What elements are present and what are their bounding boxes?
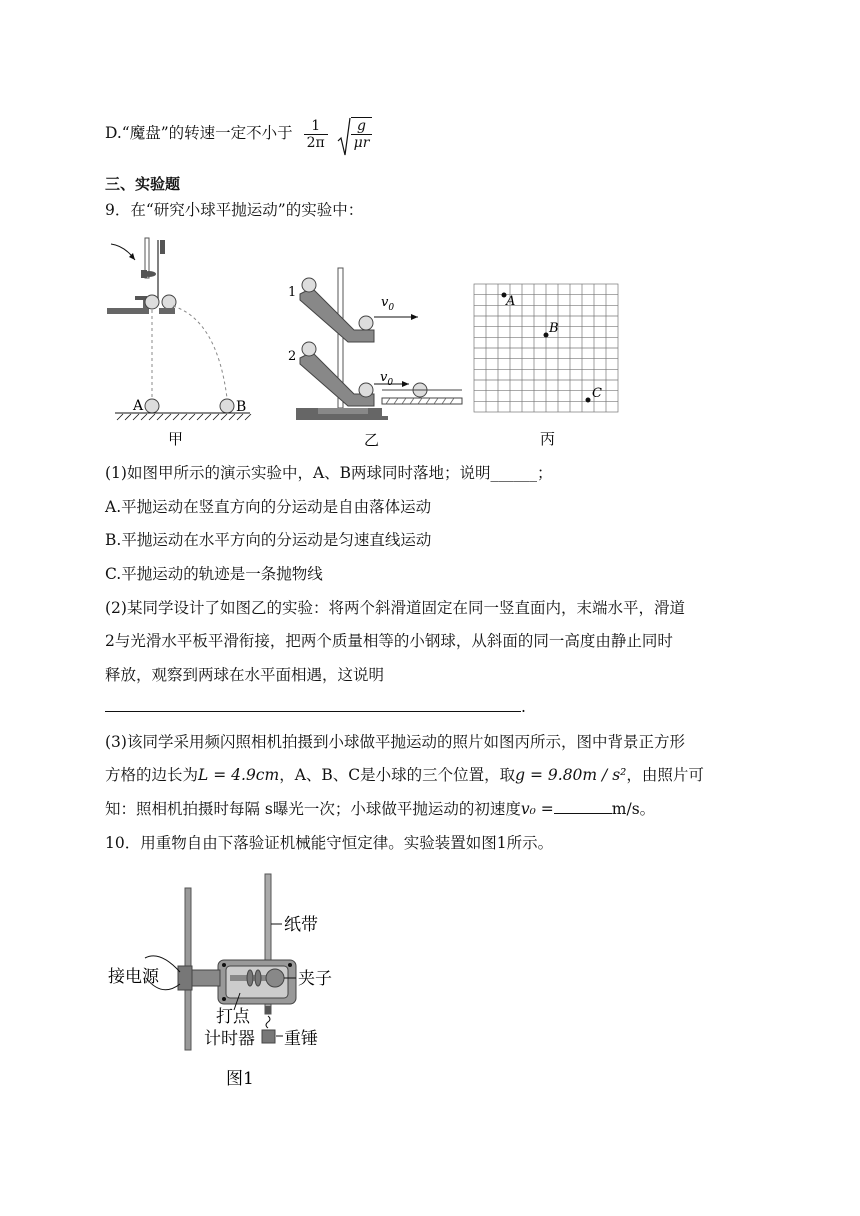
sqrt-denominator: μr — [353, 135, 370, 151]
label-1: 1 — [288, 285, 297, 300]
label-weight: 重锤 — [284, 1029, 318, 1049]
label-A: A — [133, 398, 144, 414]
text-segment: 方格的边长为 — [105, 766, 199, 784]
q9-part1: (1)如图甲所示的演示实验中，A、B两球同时落地；说明______； — [105, 464, 553, 482]
fraction-denominator: 2π — [306, 134, 325, 151]
q9-option-c: C.平抛运动的轨迹是一条抛物线 — [105, 565, 323, 583]
point-A: A — [506, 294, 516, 309]
text-segment: ，A、B、C是小球的三个位置，取 — [279, 766, 516, 784]
q9-part2-line2: 2与光滑水平板平滑衔接，把两个质量相等的小钢球，从斜面的同一高度由静止同时 — [105, 632, 673, 650]
text-segment: ，由照片可 — [626, 766, 704, 784]
label-clip: 夹子 — [298, 969, 332, 989]
section-title: 三、实验题 — [105, 175, 181, 193]
sqrt-numerator: g — [351, 118, 373, 135]
answer-blank[interactable] — [554, 799, 612, 814]
answer-blank[interactable] — [105, 697, 521, 712]
label-2: 2 — [288, 349, 297, 364]
q9-part2-answer — [105, 696, 526, 718]
label-power: 接电源 — [108, 967, 159, 987]
caption-jia: 甲 — [168, 430, 184, 448]
label-timer-1: 打点 — [216, 1007, 250, 1027]
formula-L: L = 4.9cm — [198, 766, 280, 784]
label-timer-2: 计时器 — [204, 1029, 255, 1049]
point-C: C — [592, 386, 602, 401]
label-v0-upper: $v_0$ — [381, 295, 395, 313]
period: . — [521, 698, 526, 716]
q9-part2-line3: 释放，观察到两球在水平面相遇，这说明 — [105, 666, 385, 684]
label-paper-tape: 纸带 — [284, 915, 318, 935]
figure-jia — [105, 230, 255, 450]
q9-stem: 9．在“研究小球平抛运动”的实验中： — [105, 201, 364, 219]
fraction-numerator: 1 — [304, 118, 328, 135]
formula-v0: v₀ = — [520, 800, 554, 818]
label-B: B — [236, 399, 247, 415]
q9-part3-line1: (3)该同学采用频闪照相机拍摄到小球做平抛运动的照片如图丙所示，图中背景正方形 — [105, 733, 685, 751]
caption-yi: 乙 — [364, 431, 380, 449]
option-d-prefix: D.“魔盘”的转速一定不小于 — [105, 124, 293, 142]
text-segment: m/s。 — [611, 800, 656, 818]
fraction — [304, 118, 328, 151]
caption-bing: 丙 — [540, 430, 556, 448]
point-B: B — [549, 321, 559, 336]
radical-sign-icon — [337, 117, 351, 157]
option-d — [105, 117, 376, 151]
q9-part3-line2 — [105, 764, 704, 786]
square-root — [337, 117, 377, 151]
caption-figure-1: 图1 — [226, 1069, 254, 1089]
sqrt-fraction — [351, 117, 373, 151]
figure-bing — [468, 280, 628, 452]
q9-part3-line3 — [105, 798, 655, 820]
q9-part2-line1: (2)某同学设计了如图乙的实验：将两个斜滑道固定在同一竖直面内，末端水平，滑道 — [105, 599, 685, 617]
text-segment: 知：照相机拍摄时每隔 s曝光一次；小球做平抛运动的初速度 — [105, 800, 521, 818]
figure-1 — [100, 868, 345, 1093]
q9-option-b: B.平抛运动在水平方向的分运动是匀速直线运动 — [105, 531, 432, 549]
q9-option-a: A.平抛运动在竖直方向的分运动是自由落体运动 — [105, 498, 432, 516]
q10-stem: 10．用重物自由下落验证机械能守恒定律。实验装置如图1所示。 — [105, 834, 554, 852]
formula-g: g = 9.80m / s² — [515, 766, 627, 784]
label-v0-lower: $v_0$ — [380, 370, 394, 388]
figure-yi — [282, 262, 467, 452]
